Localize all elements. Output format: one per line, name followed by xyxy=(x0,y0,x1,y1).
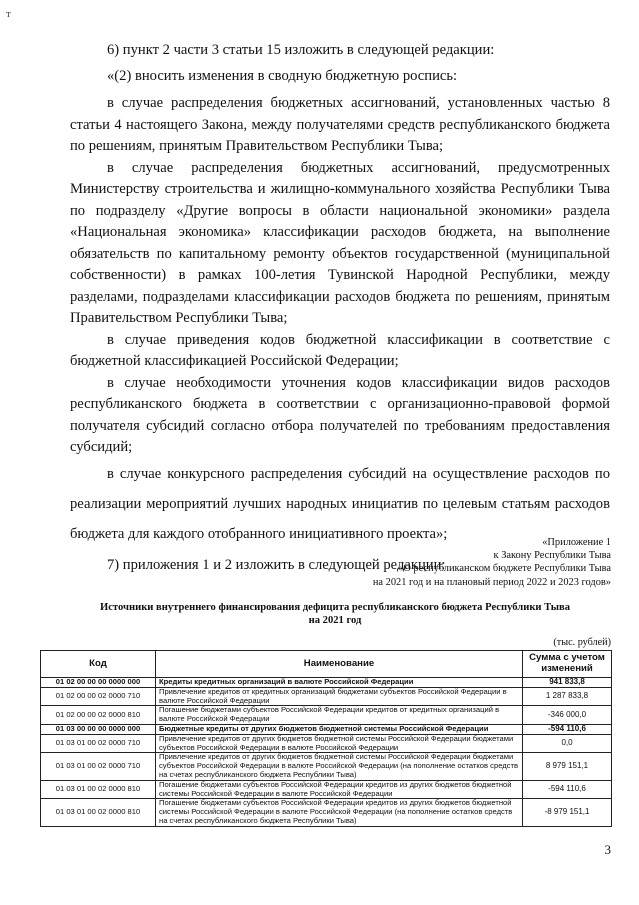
cell-name: Привлечение кредитов от других бюджетов бюджетной системы Российской Федерации бюджетами субъектов Российской Федерации в валюте Российской Федерации (на пополнение остатков средств на счетах республиканского бюджета Республики Тыва) xyxy=(156,753,523,780)
appendix-line: на 2021 год и на плановый период 2022 и 2023 годов» xyxy=(372,576,611,588)
cell-sum: -594 110,6 xyxy=(523,780,612,799)
table-row xyxy=(41,678,612,688)
header-sum: Сумма с учетом изменений xyxy=(523,651,612,678)
cell-code: 01 03 01 00 02 0000 710 xyxy=(41,753,156,780)
cell-code: 01 03 00 00 00 0000 000 xyxy=(41,724,156,734)
cell-name: Погашение бюджетами субъектов Российской Федерации кредитов из других бюджетов бюджетной системы Российской Федерации в валюте Российской Федерации xyxy=(156,780,523,799)
paragraph-item-6: 6) пункт 2 части 3 статьи 15 изложить в следующей редакции: xyxy=(107,42,495,58)
units-label: (тыс. рублей) xyxy=(553,637,611,648)
cell-name: Погашение бюджетами субъектов Российской Федерации кредитов из других бюджетов бюджетной системы Российской Федерации в валюте Российской Федерации (на пополнение остатков средств на счетах республиканского бюджета Республики Тыва) xyxy=(156,799,523,826)
cell-code: 01 02 00 00 02 0000 810 xyxy=(41,706,156,725)
cell-sum: 8 979 151,1 xyxy=(523,753,612,780)
cell-name: Погашение бюджетами субъектов Российской Федерации кредитов от кредитных организаций в валюте Российской Федерации xyxy=(156,706,523,725)
cell-name: Привлечение кредитов от других бюджетов бюджетной системы Российской Федерации бюджетами субъектов Российской Федерации в валюте Российской Федерации xyxy=(156,734,523,753)
cell-sum: -594 110,6 xyxy=(523,724,612,734)
table-row xyxy=(41,687,612,706)
cell-name: Кредиты кредитных организаций в валюте Российской Федерации xyxy=(156,678,523,688)
table-title-line: Источники внутреннего финансирования дефицита республиканского бюджета Республики Тыва xyxy=(99,602,571,613)
header-name: Наименование xyxy=(156,651,523,678)
table-row xyxy=(41,706,612,725)
scan-margin-mark: т xyxy=(6,8,11,20)
cell-sum: -346 000,0 xyxy=(523,706,612,725)
appendix-header xyxy=(291,536,611,589)
appendix-line: «О республиканском бюджете Республики Тыва xyxy=(398,563,611,575)
table-row xyxy=(41,724,612,734)
page-number: 3 xyxy=(604,842,611,857)
paragraph-allocation-ministry: в случае распределения бюджетных ассигнований, предусмотренных Министерству строительства и жилищно-коммунального хозяйства Республики Тыва по подразделу «Другие вопросы в области национальной экономики» раздела «Национальная экономика» классификации расходов бюджета, на выполнение обязательств по капитальному ремонту объектов государственной (муниципальной собственности) в рамках 100-летия Тувинской Народной Республики, между разделами, подразделами классификации расходов бюджета по решениям, принятым Правительством Республики Тыва; xyxy=(70,159,610,326)
cell-sum: 0,0 xyxy=(523,734,612,753)
paragraph-budget-list-intro: «(2) вносить изменения в сводную бюджетную роспись: xyxy=(107,67,458,84)
paragraph-expense-codes: в случае необходимости уточнения кодов классификации видов расходов республиканского бюджета в соответствии с организационно-правовой формой получателя субсидий согласно отбора получателей по требованиям предоставления субсидий; xyxy=(70,374,610,455)
table-header-row xyxy=(41,651,612,678)
cell-code: 01 02 00 00 00 0000 000 xyxy=(41,678,156,688)
cell-code: 01 03 01 00 02 0000 810 xyxy=(41,799,156,826)
cell-code: 01 03 01 00 02 0000 710 xyxy=(41,734,156,753)
paragraph-allocation-part8: в случае распределения бюджетных ассигнований, установленных частью 8 статьи 4 настоящего Закона, между получателями средств республиканского бюджета по решениям, принятым Правительством Республики Тыва; xyxy=(70,95,610,154)
financing-table xyxy=(40,650,612,827)
cell-code: 01 03 01 00 02 0000 810 xyxy=(41,780,156,799)
cell-sum: -8 979 151,1 xyxy=(523,799,612,826)
table-row xyxy=(41,780,612,799)
table-row xyxy=(41,734,612,753)
paragraph-item-7: 7) приложения 1 и 2 изложить в следующей редакции: xyxy=(107,556,446,573)
paragraph-classification-codes: в случае приведения кодов бюджетной классификации в соответствие с бюджетной классификацией Российской Федерации; xyxy=(70,331,610,369)
cell-sum: 1 287 833,8 xyxy=(523,687,612,706)
cell-code: 01 02 00 00 02 0000 710 xyxy=(41,687,156,706)
appendix-line: к Закону Республики Тыва xyxy=(493,550,611,562)
table-title-line: на 2021 год xyxy=(308,615,362,626)
appendix-line: «Приложение 1 xyxy=(542,537,611,548)
header-code: Код xyxy=(41,651,156,678)
paragraph-competitive-subsidies: в случае конкурсного распределения субсидий на осуществление расходов по реализации мероприятий лучших народных инициатив по целевым статьям расходов бюджета для каждого отобранного инициативного проекта»; xyxy=(70,465,610,542)
table-row xyxy=(41,753,612,780)
cell-name: Бюджетные кредиты от других бюджетов бюджетной системы Российской Федерации xyxy=(156,724,523,734)
cell-sum: 941 833,8 xyxy=(523,678,612,688)
table-title xyxy=(60,601,610,627)
table-row xyxy=(41,799,612,826)
cell-name: Привлечение кредитов от кредитных организаций бюджетами субъектов Российской Федерации в валюте Российской Федерации xyxy=(156,687,523,706)
document-body xyxy=(70,40,610,576)
